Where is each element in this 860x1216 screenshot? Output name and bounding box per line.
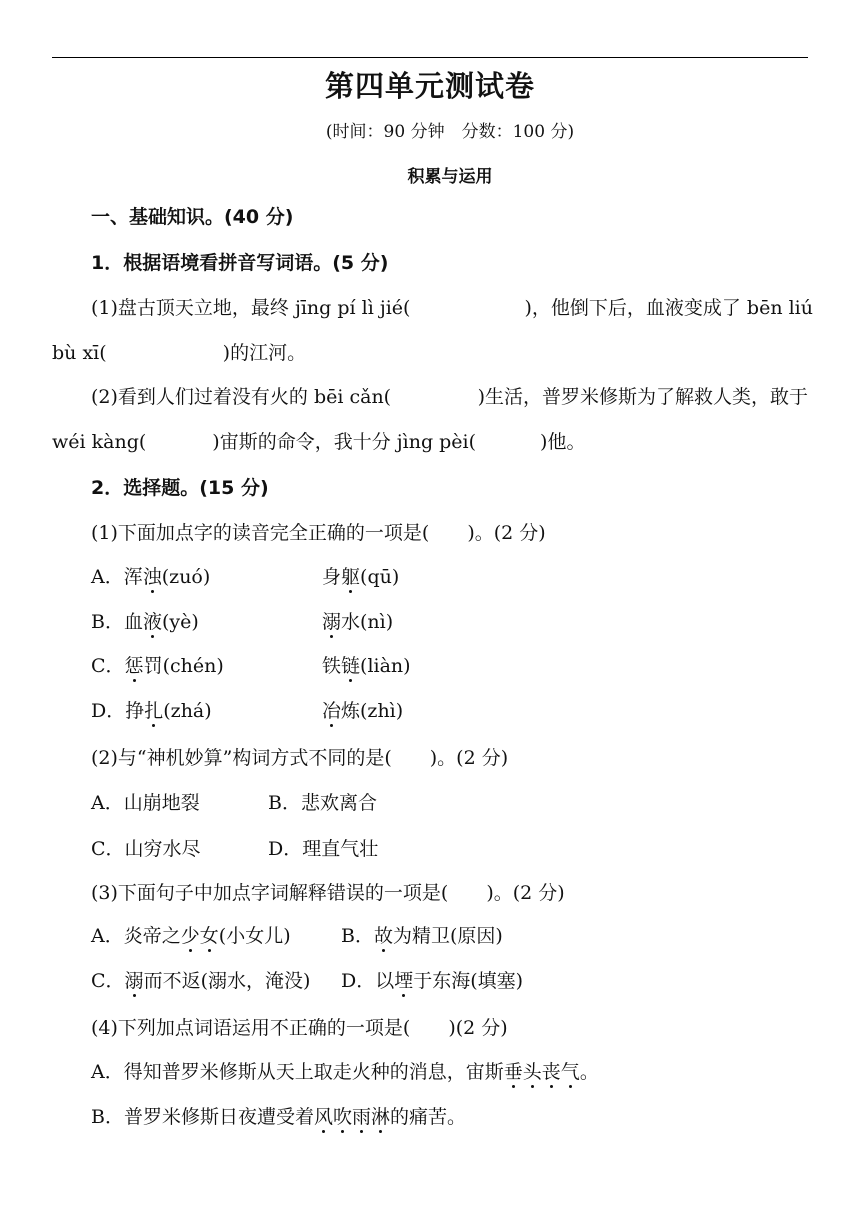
question-1-sentence-2-cont: wéi kàng( )宙斯的命令，我十分 jìng pèi( )他。 xyxy=(52,431,586,453)
choice-a: A．山崩地裂 xyxy=(91,792,200,814)
sub-question-1-stem: (1)下面加点字的读音完全正确的一项是( )。(2 分) xyxy=(91,522,546,544)
choice-d: D．理直气壮 xyxy=(268,838,379,860)
question-2-prompt: 2．选择题。(15 分) xyxy=(91,477,269,499)
choice-a: A．得知普罗米修斯从天上取走火种的消息，宙斯垂头丧气。 xyxy=(91,1061,599,1083)
question-1-prompt: 1．根据语境看拼音写词语。(5 分) xyxy=(91,252,389,274)
choice-c: C．山穷水尽 xyxy=(91,838,201,860)
option-row-d-right: 冶炼(zhì) xyxy=(322,700,404,722)
choice-b: B．故为精卫(原因) xyxy=(341,925,503,947)
exam-info: (时间：90 分钟 分数：100 分) xyxy=(325,122,575,142)
sub-question-3-stem: (3)下面句子中加点字词解释错误的一项是( )。(2 分) xyxy=(91,882,565,904)
sub-question-2-stem: (2)与“神机妙算”构词方式不同的是( )。(2 分) xyxy=(91,747,509,769)
choice-a: A．炎帝之少女(小女儿) xyxy=(91,925,291,947)
section-heading: 积累与运用 xyxy=(407,167,493,187)
option-row-c-right: 铁链(liàn) xyxy=(322,655,411,677)
choice-b: B．悲欢离合 xyxy=(268,792,377,814)
question-1-sentence-2: (2)看到人们过着没有火的 bēi cǎn( )生活，普罗米修斯为了解救人类，敢于 xyxy=(91,386,808,408)
option-row-b: B．血液(yè) xyxy=(91,611,199,633)
option-row-d: D．挣扎(zhá) xyxy=(91,700,212,722)
choice-c: C．溺而不返(溺水，淹没) xyxy=(91,970,311,992)
question-1-sentence-1: (1)盘古顶天立地，最终 jīng pí lì jié( )，他倒下后，血液变成了 bēn liú xyxy=(91,297,813,319)
choice-d: D．以堙于东海(填塞) xyxy=(341,970,524,992)
part-heading: 一、基础知识。(40 分) xyxy=(91,206,294,228)
option-row-c: C．惩罚(chén) xyxy=(91,655,224,677)
sub-question-4-stem: (4)下列加点词语运用不正确的一项是( )(2 分) xyxy=(91,1017,508,1039)
choice-b: B．普罗米修斯日夜遭受着风吹雨淋的痛苦。 xyxy=(91,1106,467,1128)
option-row-a-right: 身躯(qū) xyxy=(322,566,400,588)
question-1-sentence-1-cont: bù xī( )的江河。 xyxy=(52,342,307,364)
top-rule xyxy=(52,57,808,58)
option-row-a: A．浑浊(zuó) xyxy=(91,566,211,588)
option-row-b-right: 溺水(nì) xyxy=(322,611,394,633)
page-title: 第四单元测试卷 xyxy=(324,69,535,103)
